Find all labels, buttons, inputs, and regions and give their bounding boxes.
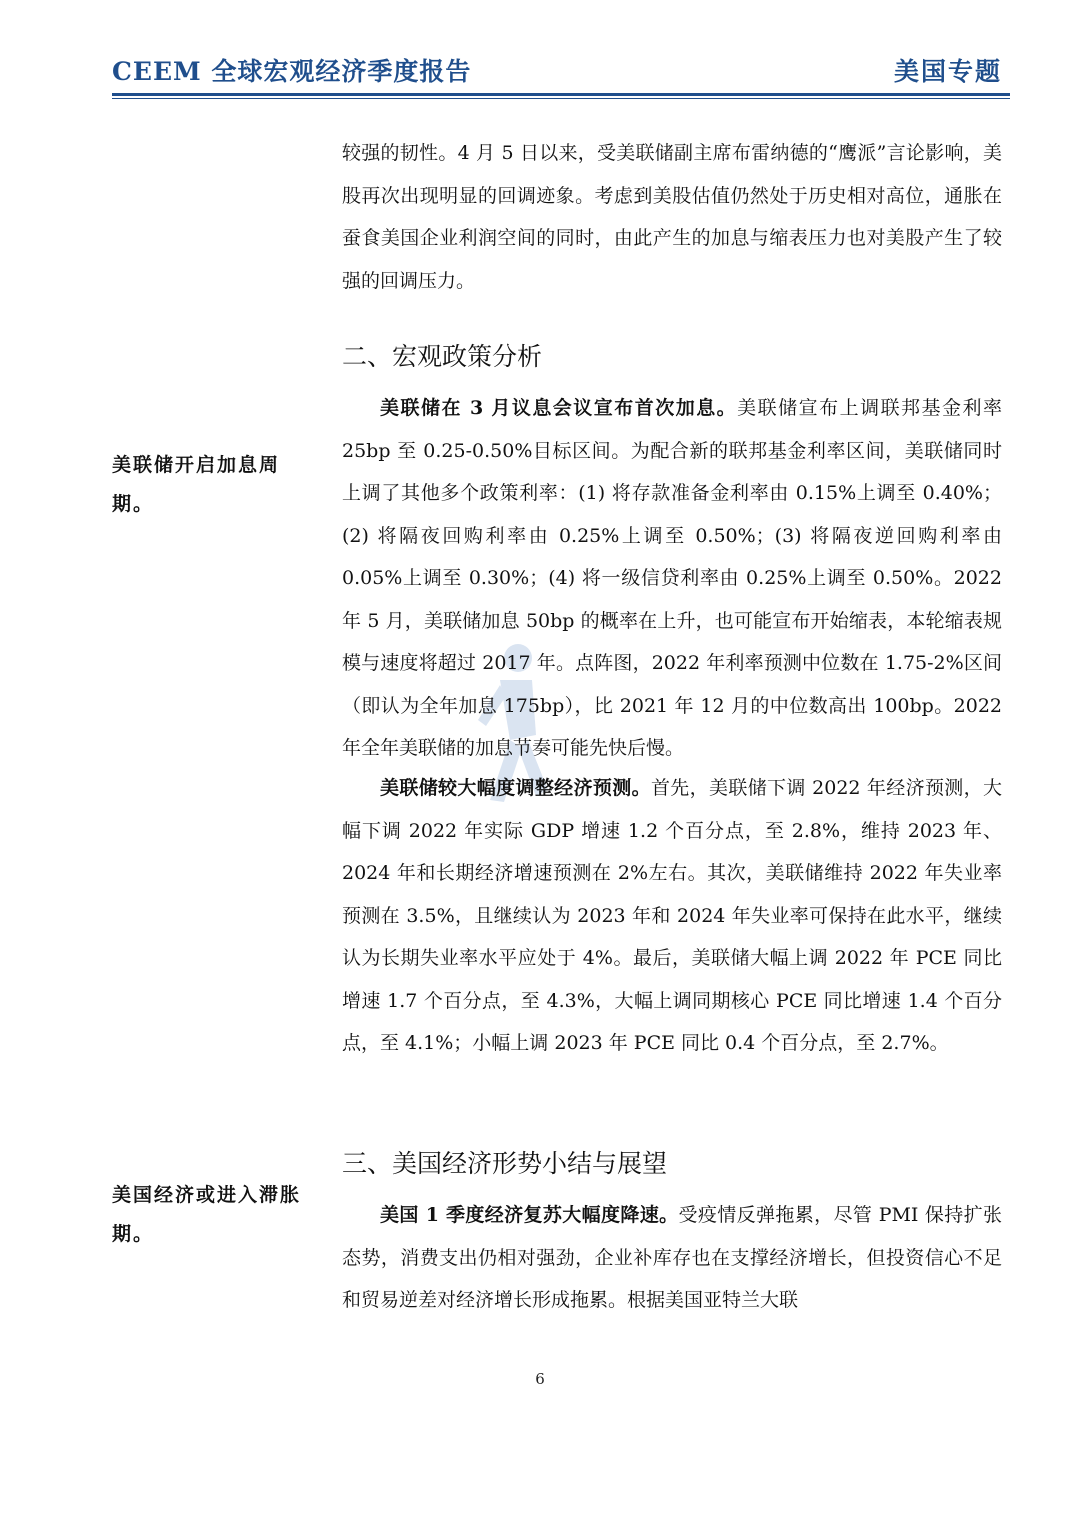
paragraph-body: 首先，美联储下调 2022 年经济预测，大幅下调 2022 年实际 GDP 增速 1.2 个百分点，至 2.8%，维持 2023 年、2024 年和长期经济增速预测在 2%左右。其次，美联储维持 2022 年失业率预测在 3.5%，且继续认为 2023 年和 2024 年失业率可保持在此水平，继续认为长期失业率水平应处于 4%。最后，美联储大幅上调 2022 年 PCE 同比增速 1.7 个百分点，至 4.3%，大幅上调同期核心 PCE 同比增速 1.4 个百分点，至 4.1%；小幅上调 2023 年 PCE 同比 0.4 个百分点，至 2.7%。: [342, 777, 1002, 1054]
report-title: CEEM 全球宏观经济季度报告: [112, 57, 472, 86]
margin-note-rate-hike: 美联储开启加息周期。: [112, 454, 281, 515]
paragraph-lead: 美联储在 3 月议息会议宣布首次加息。: [380, 397, 738, 419]
section-heading-macro-policy: [342, 337, 1002, 377]
paragraph-body: 美联储宣布上调联邦基金利率 25bp 至 0.25-0.50%目标区间。为配合新的联邦基金利率区间，美联储同时上调了其他多个政策利率：(1) 将存款准备金利率由 0.15%上调至 0.40%；(2) 将隔夜回购利率由 0.25%上调至 0.50%；(3) 将隔夜逆回购利率由 0.05%上调至 0.30%；(4) 将一级信贷利率由 0.25%上调至 0.50%。2022 年 5 月，美联储加息 50bp 的概率在上升，也可能宣布开始缩表，本轮缩表规模与速度将超过 2017 年。点阵图，2022 年利率预测中位数在 1.75-2%区间（即认为全年加息 175bp），比 2021 年 12 月的中位数高出 100bp。2022 年全年美联储的加息节奏可能先快后慢。: [342, 397, 1002, 759]
paragraph-text: [342, 767, 1002, 1065]
paragraph-fed-rate-hike: [342, 387, 1002, 770]
section-heading-outlook: [342, 1144, 1002, 1184]
header-rule-thin: [112, 98, 1010, 99]
paragraph-text: [342, 387, 1002, 770]
page-number: 6: [535, 1370, 545, 1388]
margin-note-stagflation: 美国经济或进入滞胀期。: [112, 1184, 302, 1245]
paragraph-text: 较强的韧性。4 月 5 日以来，受美联储副主席布雷纳德的“鹰派”言论影响，美股再次出现明显的回调迹象。考虑到美股估值仍然处于历史相对高位，通胀在蚕食美国企业利润空间的同时，由此产生的加息与缩表压力也对美股产生了较强的回调压力。: [342, 142, 1002, 292]
header-rule-thick: [112, 93, 1010, 96]
paragraph-text: [342, 1194, 1002, 1322]
paragraph-lead: 美国 1 季度经济复苏大幅度降速。: [380, 1204, 679, 1226]
section-heading-text: 二、宏观政策分析: [342, 342, 543, 371]
paragraph-lead: 美联储较大幅度调整经济预测。: [380, 777, 651, 799]
section-heading-text: 三、美国经济形势小结与展望: [342, 1149, 668, 1178]
paragraph-body: 受疫情反弹拖累，尽管 PMI 保持扩张态势，消费支出仍相对强劲，企业补库存也在支撑经济增长，但投资信心不足和贸易逆差对经济增长形成拖累。根据美国亚特兰大联: [342, 1204, 1002, 1311]
section-topic: 美国专题: [893, 57, 1002, 86]
paragraph-q1-slowdown: [342, 1194, 1002, 1322]
paragraph-fed-forecast: [342, 767, 1002, 1065]
paragraph-continuation: [342, 132, 1002, 302]
page-header: [112, 52, 1002, 92]
